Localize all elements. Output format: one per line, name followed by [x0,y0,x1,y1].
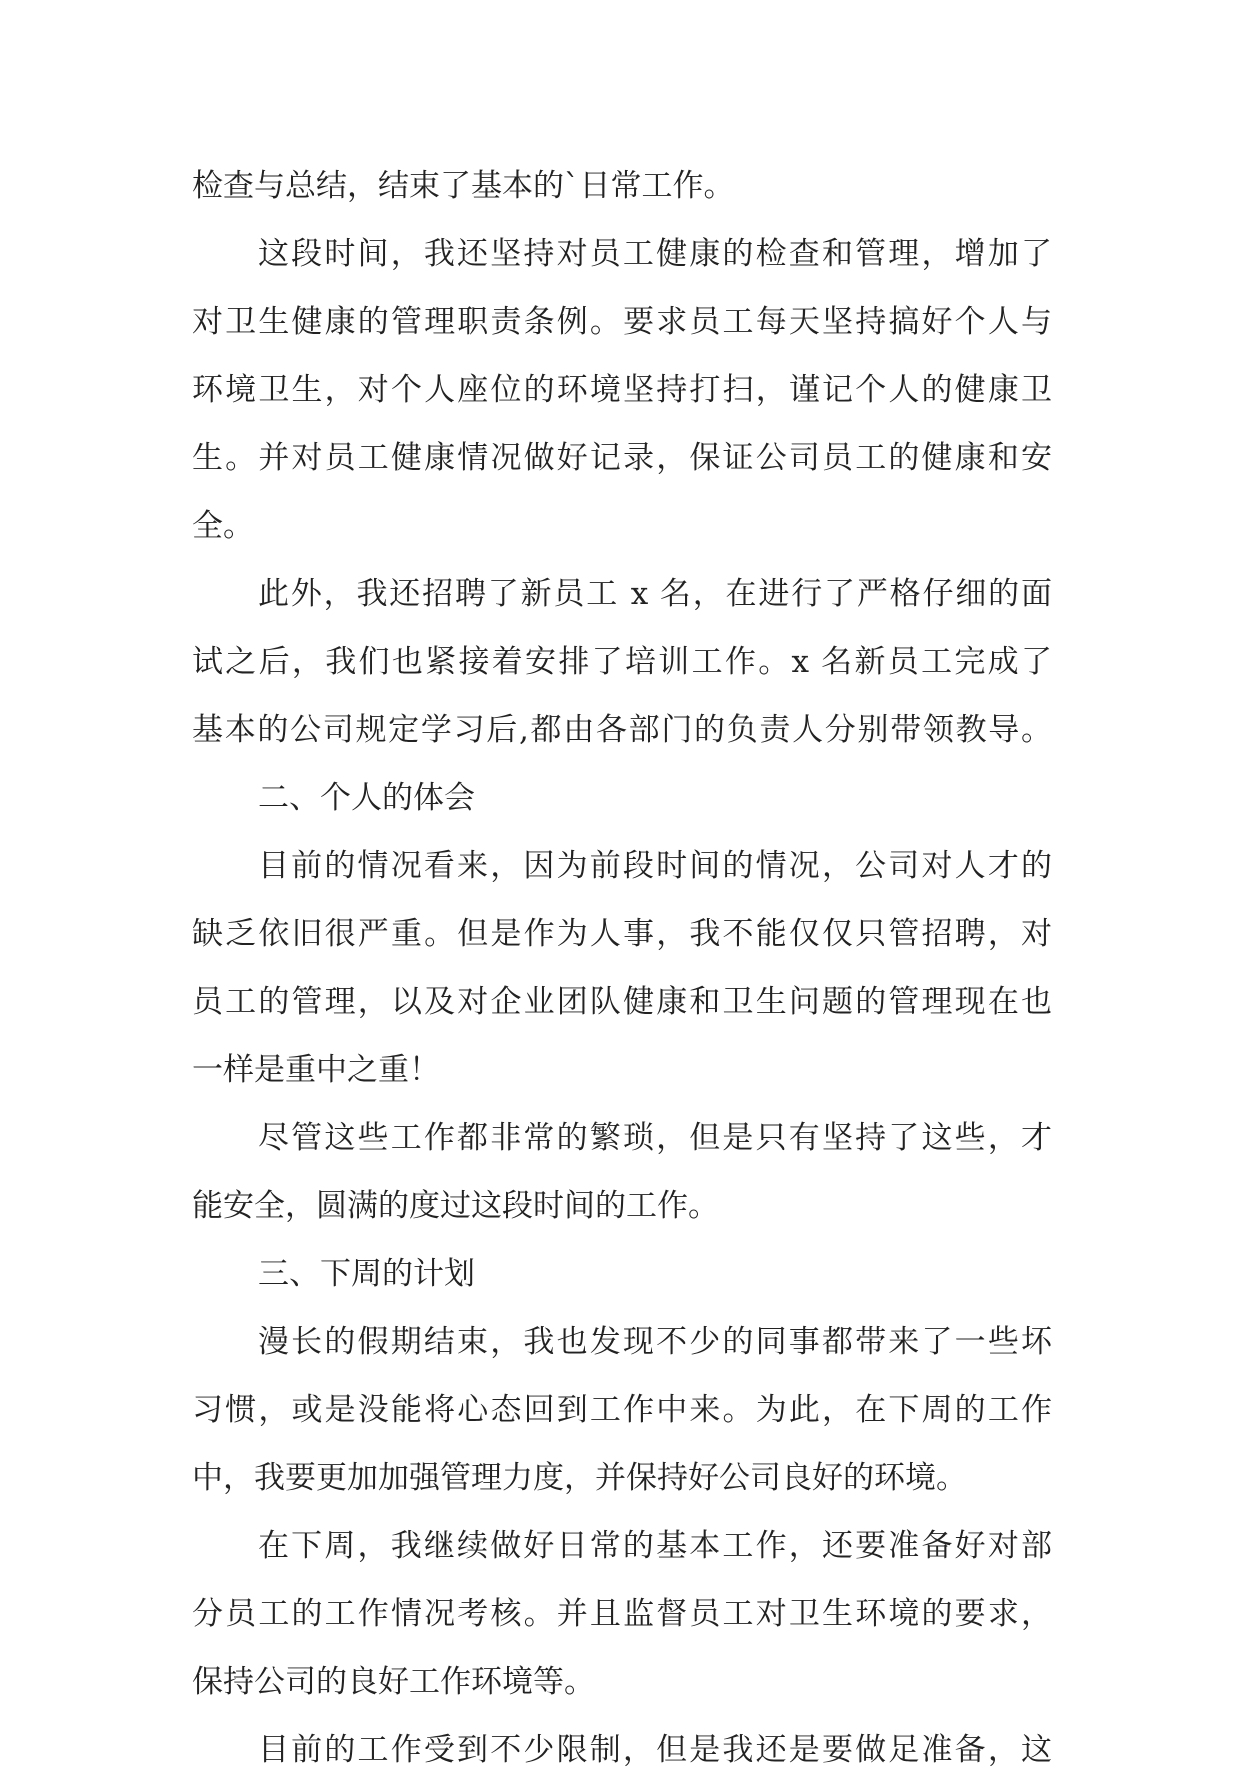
paragraph-line: 中，我要更加加强管理力度，并保持好公司良好的环境。 [192,1460,967,1496]
paragraph-line: 在下周，我继续做好日常的基本工作，还要准备好对部 [258,1528,1052,1564]
paragraph-line: 检查与总结，结束了基本的`日常工作。 [192,168,735,204]
paragraph-line: 生。并对员工健康情况做好记录，保证公司员工的健康和安 [192,440,1052,476]
paragraph-line: 缺乏依旧很严重。但是作为人事，我不能仅仅只管招聘，对 [192,916,1052,952]
paragraph-line: 目前的情况看来，因为前段时间的情况，公司对人才的 [258,848,1052,884]
paragraph-line: 员工的管理，以及对企业团队健康和卫生问题的管理现在也 [192,984,1052,1020]
paragraph-line: 试之后，我们也紧接着安排了培训工作。x 名新员工完成了 [192,644,1052,680]
paragraph-line: 全。 [192,508,254,544]
paragraph-line: 尽管这些工作都非常的繁琐，但是只有坚持了这些，才 [258,1120,1052,1156]
paragraph-line: 目前的工作受到不少限制，但是我还是要做足准备，这 [258,1732,1052,1768]
paragraph-line: 此外，我还招聘了新员工 x 名，在进行了严格仔细的面 [258,576,1052,612]
paragraph-line: 基本的公司规定学习后,都由各部门的负责人分别带领教导。 [192,712,1052,748]
section-heading: 三、下周的计划 [258,1256,475,1292]
paragraph-line: 能安全，圆满的度过这段时间的工作。 [192,1188,719,1224]
paragraph-line: 一样是重中之重！ [192,1052,440,1088]
paragraph-line: 漫长的假期结束，我也发现不少的同事都带来了一些坏 [258,1324,1052,1360]
document-body [192,152,1052,1784]
section-heading: 二、个人的体会 [258,780,475,816]
paragraph-line: 环境卫生，对个人座位的环境坚持打扫，谨记个人的健康卫 [192,372,1052,408]
paragraph-line: 保持公司的良好工作环境等。 [192,1664,595,1700]
paragraph-line: 这段时间，我还坚持对员工健康的检查和管理，增加了 [258,236,1052,272]
paragraph-line: 习惯，或是没能将心态回到工作中来。为此，在下周的工作 [192,1392,1052,1428]
paragraph-line: 分员工的工作情况考核。并且监督员工对卫生环境的要求， [192,1596,1052,1632]
paragraph-line: 对卫生健康的管理职责条例。要求员工每天坚持搞好个人与 [192,304,1052,340]
